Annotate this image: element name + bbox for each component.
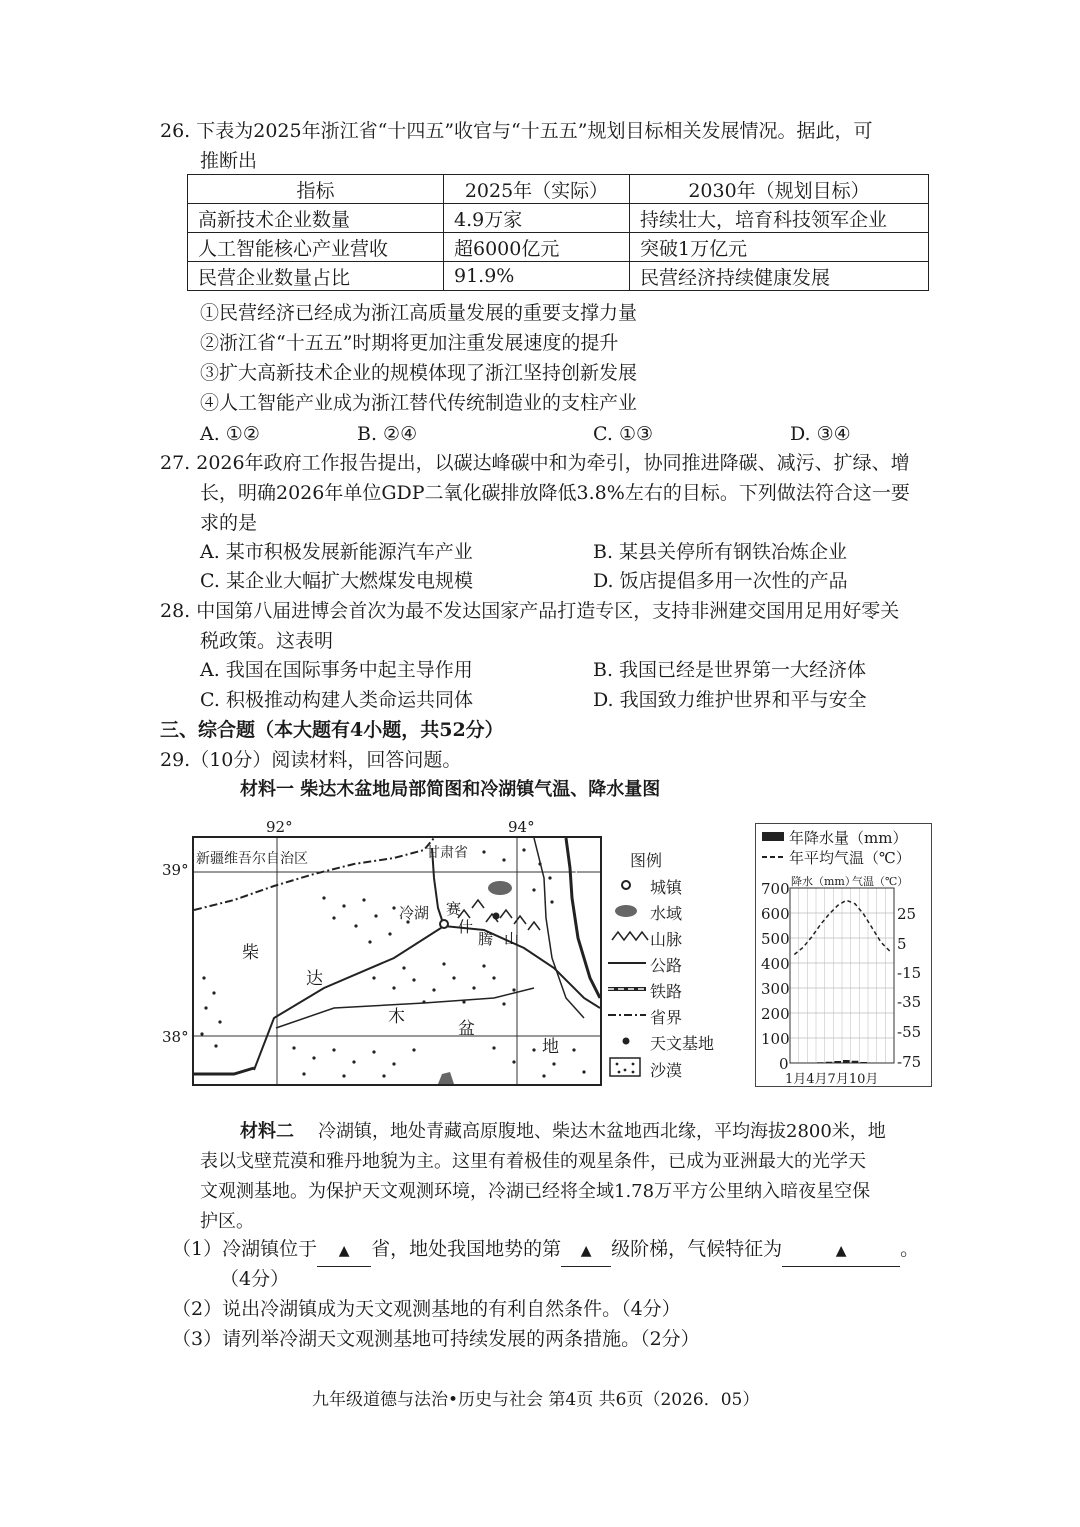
q27-option-c[interactable]: C. 某企业大幅扩大燃煤发电规模: [200, 570, 473, 592]
x-axis-labels: 1月4月7月10月: [785, 1072, 879, 1087]
basin-label: 达: [306, 969, 323, 989]
q28-stem-line1: 28. 中国第八届进博会首次为最不发达国家产品打造专区，支持非洲建交国用足用好零关: [160, 600, 900, 622]
map-place-label: 山: [504, 930, 520, 948]
q26-stem-line2: 推断出: [200, 150, 258, 172]
answer-blank-province[interactable]: ▲: [317, 1236, 371, 1267]
precip-bar: [843, 1060, 850, 1063]
left-axis-tick: 200: [761, 1005, 790, 1023]
material2-line: 文观测基地。为保护天文观测环境，冷湖已经将全域1.78万平方公里纳入暗夜星空保: [200, 1181, 871, 1202]
q28-stem-line2: 税政策。这表明: [200, 630, 334, 652]
q28-option-a[interactable]: A. 我国在国际事务中起主导作用: [200, 659, 473, 681]
q28-option-b[interactable]: B. 我国已经是世界第一大经济体: [593, 659, 867, 681]
precip-bar: [852, 1061, 859, 1063]
qaidam-basin-map: [192, 836, 602, 1086]
right-axis-tick: 25: [897, 905, 917, 923]
precip-bar: [869, 1063, 876, 1064]
legend-mountain-symbol: [612, 932, 648, 940]
q26-stem-line1: 26. 下表为2025年浙江省“十四五”收官与“十五五”规划目标相关发展情况。据此，可: [160, 120, 873, 142]
legend-item: 天文基地: [650, 1034, 715, 1053]
table-cell: 民营经济持续健康发展: [630, 262, 929, 291]
left-axis-tick: 700: [761, 880, 790, 898]
map-region-label: 甘肃省: [426, 845, 468, 861]
left-axis-tick: 400: [761, 955, 790, 973]
basin-label: 地: [542, 1037, 559, 1057]
q29-stem: 29.（10分）阅读材料，回答问题。: [160, 749, 462, 771]
map-place-label: 什: [458, 918, 474, 936]
map-place-label: 冷湖: [399, 904, 430, 922]
precip-bar: [808, 1063, 815, 1064]
right-axis-tick: -35: [897, 993, 922, 1011]
water-body: [438, 1072, 454, 1084]
map-lon-label: 94°: [508, 818, 535, 836]
material1-title: 材料一 柴达木盆地局部简图和冷湖镇气温、降水量图: [240, 779, 661, 800]
right-axis-tick: -75: [897, 1053, 922, 1071]
right-axis-tick: -55: [897, 1023, 922, 1041]
climate-chart: [755, 823, 932, 1087]
right-axis-tick: -15: [897, 964, 922, 982]
left-axis-title: 降水（mm）: [791, 875, 856, 888]
map-lat-label: 39°: [162, 861, 189, 879]
q28-option-c[interactable]: C. 积极推动构建人类命运共同体: [200, 689, 473, 711]
table-header: 2025年（实际）: [444, 175, 630, 204]
left-axis-tick: 600: [761, 905, 790, 923]
material2-title: 材料二: [240, 1121, 294, 1142]
map-lat-label: 38°: [162, 1028, 189, 1046]
q29-sub1-text: 省，地处我国地势的第: [371, 1238, 562, 1260]
table-cell: 高新技术企业数量: [188, 204, 444, 233]
precip-bar: [817, 1062, 824, 1063]
legend-desert-symbol: [610, 1058, 640, 1076]
legend-title: 图例: [630, 851, 663, 870]
legend-temp-label: 年平均气温（℃）: [789, 849, 911, 867]
climate-plot: [756, 824, 931, 1086]
q27-stem-line1: 27. 2026年政府工作报告提出，以碳达峰碳中和为牵引，协同推进降碳、减污、扩绿、增: [160, 452, 910, 474]
table-cell: 人工智能核心产业营收: [188, 233, 444, 262]
q26-statement: ③扩大高新技术企业的规模体现了浙江坚持创新发展: [200, 362, 638, 384]
precip-bar: [834, 1061, 841, 1063]
table-cell: 超6000亿元: [444, 233, 630, 262]
q29-sub3: （3）请列举冷湖天文观测基地可持续发展的两条措施。（2分）: [172, 1328, 700, 1350]
answer-blank-climate[interactable]: ▲: [782, 1236, 900, 1267]
legend-item: 山脉: [650, 930, 683, 949]
basin-label: 木: [388, 1007, 405, 1027]
left-axis-tick: 500: [761, 930, 790, 948]
map-lon-label: 92°: [266, 818, 293, 836]
answer-blank-step[interactable]: ▲: [561, 1236, 611, 1267]
q27-stem-line3: 求的是: [200, 512, 258, 534]
legend-item: 水域: [650, 904, 683, 923]
legend-item: 省界: [650, 1008, 683, 1027]
legend-observatory-symbol: [623, 1038, 630, 1045]
page-footer: 九年级道德与法治•历史与社会 第4页 共6页（2026．05）: [312, 1390, 760, 1410]
railway: [566, 838, 600, 998]
map-place-label: 腾: [478, 930, 494, 948]
q29-sub1-text: 。: [900, 1238, 920, 1260]
q29-sub1-text: 级阶梯，气候特征为: [611, 1238, 783, 1260]
table-header-row: [188, 175, 929, 204]
q29-sub1-text: （1）冷湖镇位于: [172, 1238, 318, 1260]
precip-bar: [826, 1062, 833, 1063]
legend-item: 城镇: [650, 878, 683, 897]
q27-option-b[interactable]: B. 某县关停所有钢铁冶炼企业: [593, 541, 848, 563]
desert-pattern: [200, 848, 585, 1077]
legend-item: 铁路: [650, 982, 683, 1001]
basin-label: 盆: [458, 1019, 475, 1039]
legend-water-symbol: [615, 905, 637, 917]
q29-sub1: [172, 1234, 919, 1267]
table-cell: 91.9%: [444, 262, 630, 291]
water-body: [488, 881, 512, 895]
table-row: [188, 233, 929, 262]
table-cell: 4.9万家: [444, 204, 630, 233]
q29-sub1-score: （4分）: [220, 1268, 290, 1290]
material2-line: 护区。: [200, 1211, 254, 1232]
left-axis-tick: 100: [761, 1030, 790, 1048]
table-row: [188, 204, 929, 233]
q26-option-b[interactable]: B. ②④: [357, 423, 418, 445]
q26-option-a[interactable]: A. ①②: [200, 423, 260, 445]
table-cell: 民营企业数量占比: [188, 262, 444, 291]
map-region-label: 新疆维吾尔自治区: [196, 851, 308, 867]
precip-bar: [860, 1062, 867, 1063]
q26-statement: ②浙江省“十五五”时期将更加注重发展速度的提升: [200, 332, 619, 354]
legend-precip-label: 年降水量（mm）: [789, 829, 908, 847]
q27-option-a[interactable]: A. 某市积极发展新能源汽车产业: [200, 541, 473, 563]
q26-option-d[interactable]: D. ③④: [790, 423, 851, 445]
basin-label: 柴: [242, 943, 259, 963]
left-axis-tick: 300: [761, 980, 790, 998]
material2-line: 表以戈壁荒漠和雅丹地貌为主。这里有着极佳的观星条件，已成为亚洲最大的光学天: [200, 1151, 866, 1172]
section-heading: 三、综合题（本大题有4小题，共52分）: [160, 719, 504, 741]
legend-symbols: [606, 872, 650, 1082]
q26-option-c[interactable]: C. ①③: [593, 423, 654, 445]
table-header: 2030年（规划目标）: [630, 175, 929, 204]
railway: [194, 1068, 254, 1074]
map-place-label: 赛: [446, 900, 462, 918]
material2-line: 冷湖镇，地处青藏高原腹地、柴达木盆地西北缘，平均海拔2800米，地: [318, 1121, 886, 1142]
q29-sub2: （2）说出冷湖镇成为天文观测基地的有利自然条件。（4分）: [172, 1298, 681, 1320]
table-cell: 持续壮大，培育科技领军企业: [630, 204, 929, 233]
q28-option-d[interactable]: D. 我国致力维护世界和平与安全: [593, 689, 867, 711]
table-row: [188, 262, 929, 291]
right-axis-title: 气温（℃）: [852, 875, 909, 888]
legend-town-symbol: [622, 881, 630, 889]
legend-item: 公路: [650, 956, 683, 975]
legend-item: 沙漠: [650, 1061, 683, 1080]
town-marker: [440, 920, 448, 928]
table-header: 指标: [188, 175, 444, 204]
table-cell: 突破1万亿元: [630, 233, 929, 262]
q26-table: [187, 174, 929, 291]
left-axis-tick: 0: [779, 1055, 789, 1073]
q26-statement: ④人工智能产业成为浙江替代传统制造业的支柱产业: [200, 392, 638, 414]
q27-option-d[interactable]: D. 饭店提倡多用一次性的产品: [593, 570, 848, 592]
q26-statement: ①民营经济已经成为浙江高质量发展的重要支撑力量: [200, 302, 638, 324]
q27-stem-line2: 长，明确2026年单位GDP二氧化碳排放降低3.8%左右的目标。下列做法符合这一要: [200, 482, 910, 504]
right-axis-tick: 5: [897, 935, 907, 953]
